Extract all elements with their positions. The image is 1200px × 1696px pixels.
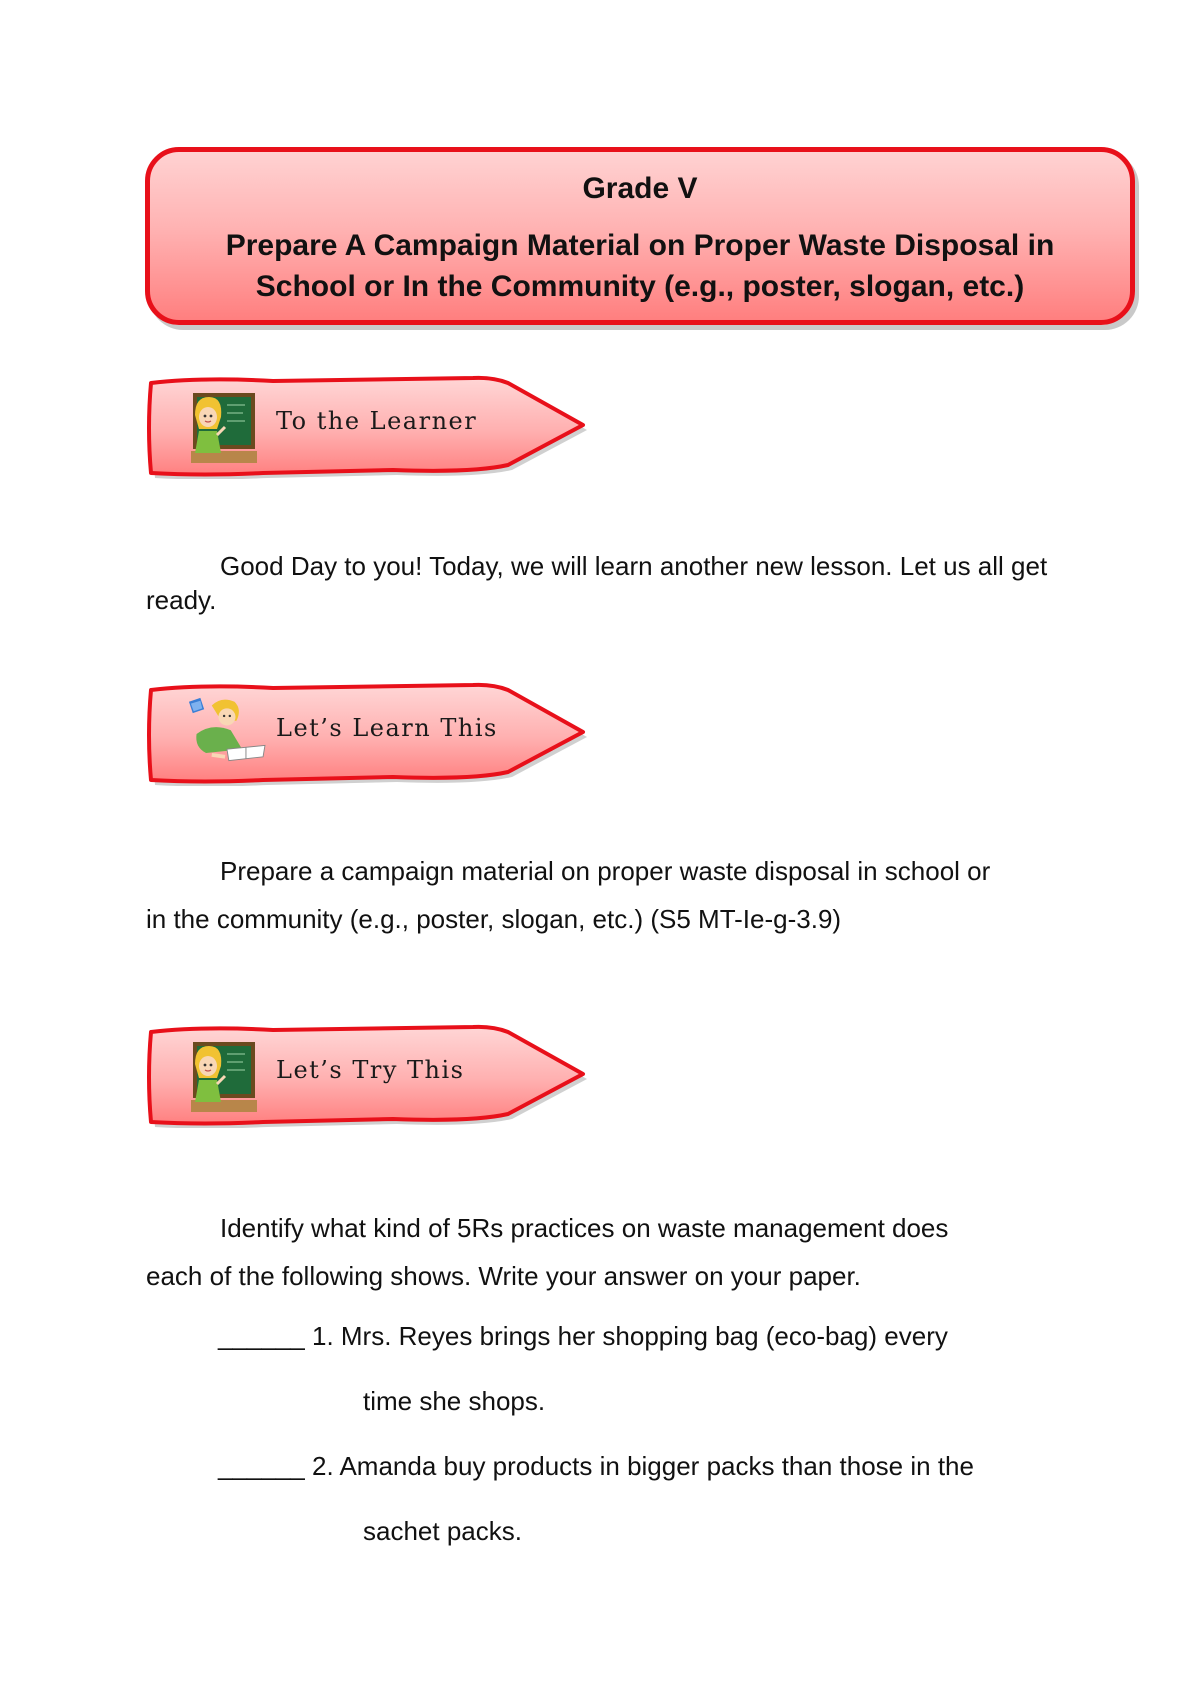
teacher-at-chalkboard-icon <box>187 1040 257 1112</box>
lesson-title <box>170 225 1110 307</box>
banner-lets-learn-this <box>143 680 593 786</box>
banner-label: Let’s Try This <box>276 1056 465 1084</box>
lesson-title-line-2: School or In the Community (e.g., poster, slogan, etc.) <box>255 270 1025 303</box>
learn-text-line-2: in the community (e.g., poster, slogan, etc.) (S5 MT-Ie-g-3.9) <box>146 904 842 934</box>
banner-label: To the Learner <box>276 407 478 435</box>
banner-to-the-learner <box>143 373 593 479</box>
try-text-line-1: Identify what kind of 5Rs practices on waste management does <box>220 1213 949 1243</box>
try-text-line-2: each of the following shows. Write your answer on your paper. <box>146 1261 861 1291</box>
try-instructions <box>146 1204 1086 1300</box>
banner-label: Let’s Learn This <box>276 714 498 742</box>
exercise-item-1-continuation: time she shops. <box>363 1386 546 1416</box>
banner-lets-try-this <box>143 1022 593 1128</box>
exercise-item-2: ______ 2. Amanda buy products in bigger packs than those in the <box>218 1451 974 1481</box>
learn-paragraph <box>146 847 1086 943</box>
exercise-item-1: ______ 1. Mrs. Reyes brings her shopping bag (eco-bag) every <box>218 1321 948 1351</box>
exercise-item-2-continuation: sachet packs. <box>363 1516 522 1546</box>
student-reading-icon <box>183 696 269 772</box>
grade-heading: Grade V <box>582 172 698 205</box>
lesson-title-line-1: Prepare A Campaign Material on Proper Waste Disposal in <box>225 229 1055 262</box>
learn-text-line-1: Prepare a campaign material on proper waste disposal in school or <box>220 856 991 886</box>
title-box <box>145 147 1135 325</box>
teacher-at-chalkboard-icon <box>187 391 257 463</box>
learner-text: Good Day to you! Today, we will learn another new lesson. Let us all get ready. <box>146 551 1048 615</box>
learner-paragraph <box>146 549 1086 617</box>
